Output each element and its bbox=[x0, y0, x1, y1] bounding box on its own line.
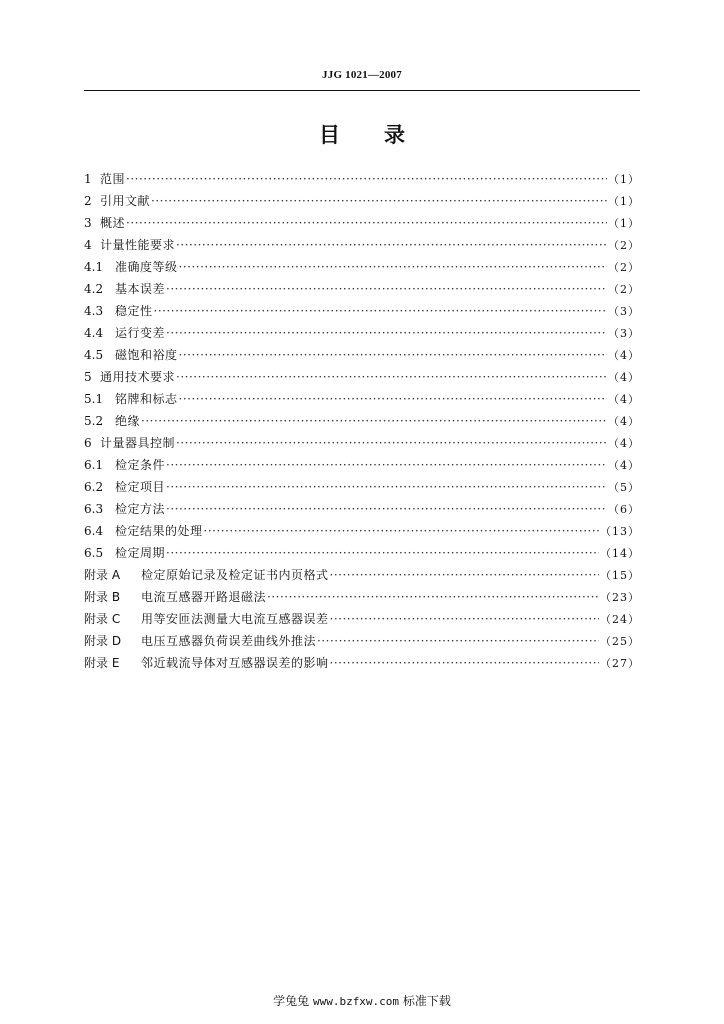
toc-entry-page: （25） bbox=[600, 635, 640, 648]
toc-leader-dots bbox=[154, 300, 607, 322]
toc-leader-dots bbox=[166, 278, 607, 300]
toc-entry-number: 6.4 bbox=[84, 524, 104, 538]
toc-entry-number: 附录 B bbox=[84, 590, 121, 604]
toc-entry-number: 4 bbox=[84, 238, 92, 252]
toc-entry-number: 5.2 bbox=[84, 414, 104, 428]
toc-leader-dots bbox=[330, 564, 599, 586]
toc-entry-page: （24） bbox=[600, 613, 640, 626]
toc-leader-dots bbox=[166, 476, 607, 498]
toc-entry[interactable] bbox=[84, 432, 640, 454]
toc-entry-number: 4.4 bbox=[84, 326, 104, 340]
toc-entry[interactable] bbox=[84, 652, 640, 674]
toc-entry-page: （4） bbox=[608, 393, 640, 406]
header-rule bbox=[84, 90, 640, 91]
toc-entry-page: （4） bbox=[608, 437, 640, 450]
footer-site-name: 学兔兔 bbox=[273, 994, 310, 1008]
toc-leader-dots bbox=[176, 366, 607, 388]
toc-entry[interactable] bbox=[84, 278, 640, 300]
toc-entry[interactable] bbox=[84, 212, 640, 234]
toc-entry-page: （23） bbox=[600, 591, 640, 604]
toc-leader-dots bbox=[176, 234, 607, 256]
footer bbox=[0, 992, 724, 1009]
toc-entry-number: 5 bbox=[84, 370, 92, 384]
toc-entry-number: 6.2 bbox=[84, 480, 104, 494]
toc-entry-label: 电流互感器开路退磁法 bbox=[141, 590, 267, 604]
toc-entry-label: 计量性能要求 bbox=[100, 238, 176, 252]
toc-list bbox=[84, 168, 640, 674]
toc-entry-label: 运行变差 bbox=[115, 326, 166, 340]
toc-entry[interactable] bbox=[84, 586, 640, 608]
footer-url[interactable]: www.bzfxw.com bbox=[312, 995, 400, 1008]
toc-entry-label: 检定结果的处理 bbox=[115, 524, 203, 538]
toc-entry-label: 引用文献 bbox=[100, 194, 151, 208]
toc-entry[interactable] bbox=[84, 410, 640, 432]
toc-entry-page: （4） bbox=[608, 349, 640, 362]
toc-entry-page: （2） bbox=[608, 283, 640, 296]
toc-entry-number: 1 bbox=[84, 172, 92, 186]
toc-entry-number: 6 bbox=[84, 436, 92, 450]
toc-leader-dots bbox=[204, 520, 599, 542]
toc-leader-dots bbox=[141, 410, 607, 432]
toc-leader-dots bbox=[330, 652, 599, 674]
toc-entry-label: 概述 bbox=[100, 216, 126, 230]
toc-entry[interactable] bbox=[84, 520, 640, 542]
toc-entry-label: 检定周期 bbox=[115, 546, 166, 560]
toc-entry[interactable] bbox=[84, 498, 640, 520]
toc-leader-dots bbox=[330, 608, 599, 630]
toc-entry-number: 2 bbox=[84, 194, 92, 208]
toc-entry[interactable] bbox=[84, 608, 640, 630]
toc-entry[interactable] bbox=[84, 234, 640, 256]
toc-entry-label: 准确度等级 bbox=[115, 260, 178, 274]
toc-leader-dots bbox=[166, 542, 599, 564]
toc-entry-label: 基本误差 bbox=[115, 282, 166, 296]
toc-entry[interactable] bbox=[84, 564, 640, 586]
toc-entry-label: 磁饱和裕度 bbox=[115, 348, 178, 362]
toc-entry[interactable] bbox=[84, 630, 640, 652]
toc-leader-dots bbox=[126, 168, 607, 190]
toc-title: 目录 bbox=[319, 123, 449, 147]
toc-entry[interactable] bbox=[84, 388, 640, 410]
toc-leader-dots bbox=[151, 190, 607, 212]
toc-entry-label: 通用技术要求 bbox=[100, 370, 176, 384]
toc-entry-number: 5.1 bbox=[84, 392, 104, 406]
toc-entry-label: 检定条件 bbox=[115, 458, 166, 472]
footer-tagline: 标准下载 bbox=[402, 994, 451, 1008]
toc-entry[interactable] bbox=[84, 454, 640, 476]
toc-entry[interactable] bbox=[84, 300, 640, 322]
toc-leader-dots bbox=[179, 344, 607, 366]
toc-entry-page: （1） bbox=[608, 217, 640, 230]
toc-entry[interactable] bbox=[84, 168, 640, 190]
toc-entry[interactable] bbox=[84, 256, 640, 278]
toc-entry-page: （4） bbox=[608, 371, 640, 384]
toc-entry-number: 附录 D bbox=[84, 634, 122, 648]
toc-entry-page: （1） bbox=[608, 173, 640, 186]
toc-entry-number: 附录 A bbox=[84, 568, 121, 582]
toc-entry-number: 6.5 bbox=[84, 546, 104, 560]
toc-entry-label: 计量器具控制 bbox=[100, 436, 176, 450]
toc-entry-label: 电压互感器负荷误差曲线外推法 bbox=[141, 634, 317, 648]
toc-entry-page: （2） bbox=[608, 239, 640, 252]
toc-entry-label: 范围 bbox=[100, 172, 126, 186]
toc-entry-page: （14） bbox=[600, 547, 640, 560]
toc-leader-dots bbox=[176, 432, 607, 454]
toc-entry-label: 用等安匝法测量大电流互感器误差 bbox=[141, 612, 329, 626]
toc-entry[interactable] bbox=[84, 190, 640, 212]
toc-entry-page: （27） bbox=[600, 657, 640, 670]
toc-leader-dots bbox=[267, 586, 599, 608]
toc-entry-number: 4.3 bbox=[84, 304, 104, 318]
toc-leader-dots bbox=[317, 630, 599, 652]
toc-entry-label: 稳定性 bbox=[115, 304, 153, 318]
toc-entry[interactable] bbox=[84, 322, 640, 344]
toc-entry-number: 附录 E bbox=[84, 656, 120, 670]
toc-entry-number: 附录 C bbox=[84, 612, 121, 626]
toc-leader-dots bbox=[166, 498, 607, 520]
toc-entry-number: 6.1 bbox=[84, 458, 104, 472]
toc-entry-page: （5） bbox=[608, 481, 640, 494]
toc-entry[interactable] bbox=[84, 476, 640, 498]
toc-entry-page: （6） bbox=[608, 503, 640, 516]
toc-entry-page: （15） bbox=[600, 569, 640, 582]
toc-leader-dots bbox=[166, 454, 607, 476]
toc-entry[interactable] bbox=[84, 344, 640, 366]
toc-entry-number: 4.5 bbox=[84, 348, 104, 362]
toc-entry-label: 检定项目 bbox=[115, 480, 166, 494]
toc-entry-page: （3） bbox=[608, 305, 640, 318]
toc-entry-page: （13） bbox=[600, 525, 640, 538]
toc-entry-label: 铭牌和标志 bbox=[115, 392, 178, 406]
toc-entry[interactable] bbox=[84, 542, 640, 564]
toc-entry-label: 检定原始记录及检定证书内页格式 bbox=[141, 568, 329, 582]
toc-entry-page: （2） bbox=[608, 261, 640, 274]
toc-entry-number: 4.2 bbox=[84, 282, 104, 296]
toc-entry-number: 3 bbox=[84, 216, 92, 230]
toc-entry-page: （1） bbox=[608, 195, 640, 208]
toc-entry-page: （4） bbox=[608, 415, 640, 428]
toc-leader-dots bbox=[179, 256, 607, 278]
toc-entry-number: 6.3 bbox=[84, 502, 104, 516]
standard-code: JJG 1021—2007 bbox=[322, 69, 402, 81]
toc-entry-page: （4） bbox=[608, 459, 640, 472]
toc-entry-label: 邻近载流导体对互感器误差的影响 bbox=[141, 656, 329, 670]
toc-leader-dots bbox=[179, 388, 607, 410]
toc-entry-page: （3） bbox=[608, 327, 640, 340]
toc-entry[interactable] bbox=[84, 366, 640, 388]
toc-entry-number: 4.1 bbox=[84, 260, 104, 274]
toc-leader-dots bbox=[166, 322, 607, 344]
toc-entry-label: 绝缘 bbox=[115, 414, 141, 428]
toc-entry-label: 检定方法 bbox=[115, 502, 166, 516]
toc-leader-dots bbox=[126, 212, 607, 234]
